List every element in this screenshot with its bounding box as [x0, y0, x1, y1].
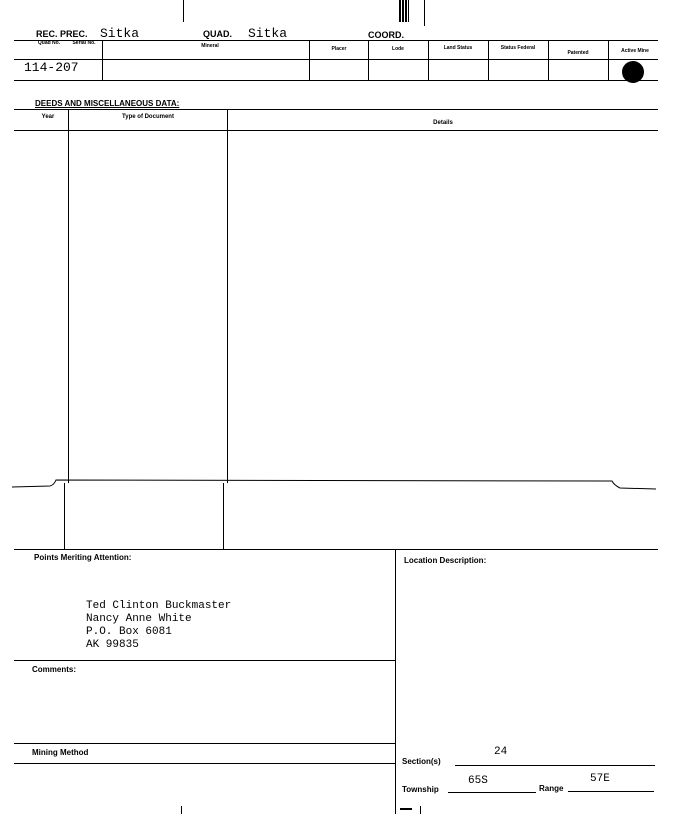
- township-underline: [448, 792, 536, 793]
- mining-method-label: Mining Method: [32, 748, 89, 757]
- cropped-mark: [420, 806, 424, 814]
- township-label: Township: [402, 785, 439, 794]
- binder-mark: [181, 806, 182, 814]
- cropped-mark: [400, 808, 412, 810]
- column-divider: [428, 40, 429, 80]
- quad-label: QUAD.: [203, 29, 232, 39]
- deeds-rule: [14, 130, 658, 131]
- coord-label: COORD.: [368, 30, 404, 40]
- section-rule: [14, 660, 395, 661]
- section-underline: [455, 765, 655, 766]
- col-status-federal: Status Federal: [500, 45, 536, 51]
- header-rule: [14, 40, 658, 41]
- owner-address: [86, 600, 231, 652]
- header-rule: [14, 80, 658, 81]
- range-value: 57E: [590, 773, 610, 785]
- deeds-title: DEEDS AND MISCELLANEOUS DATA:: [35, 99, 180, 108]
- address-line: Ted Clinton Buckmaster: [86, 600, 232, 612]
- section-rule: [14, 763, 395, 764]
- col-lode: Lode: [392, 46, 404, 52]
- col-mineral: Mineral: [201, 43, 219, 49]
- col-year: Year: [41, 114, 55, 120]
- deeds-divider: [68, 109, 69, 483]
- col-patented: Patented: [567, 50, 589, 56]
- deeds-divider: [64, 483, 65, 549]
- deeds-rule: [14, 109, 658, 110]
- column-divider: [488, 40, 489, 80]
- col-type-of-document: Type of Document: [122, 114, 174, 120]
- section-rule: [14, 743, 395, 744]
- col-serial-no: Serial No.: [72, 40, 96, 46]
- section-label: Section(s): [402, 757, 441, 766]
- column-divider: [608, 40, 609, 80]
- barcode-mark: [399, 0, 409, 22]
- range-label: Range: [539, 784, 564, 793]
- col-quad-no: Quad No.: [37, 40, 61, 46]
- header-rule: [14, 59, 658, 60]
- column-divider: [309, 40, 310, 80]
- quad-value: Sitka: [248, 26, 288, 41]
- column-divider: [102, 40, 103, 80]
- hole-punch-icon: [622, 61, 644, 83]
- township-value: 65S: [468, 775, 488, 787]
- col-land-status: Land Status: [443, 45, 473, 51]
- col-placer: Placer: [331, 46, 347, 52]
- rec-prec-value: Sitka: [100, 26, 140, 41]
- comments-label: Comments:: [32, 665, 77, 674]
- location-label: Location Description:: [404, 556, 487, 565]
- section-rule: [14, 549, 658, 550]
- column-divider: [368, 40, 369, 80]
- deeds-divider: [223, 483, 224, 549]
- section-divider: [395, 549, 396, 814]
- address-line: P.O. Box 6081: [86, 626, 172, 638]
- points-label: Points Meriting Attention:: [34, 553, 132, 562]
- address-line: Nancy Anne White: [86, 613, 192, 625]
- col-active: Active Mine: [621, 48, 649, 54]
- binder-mark: [183, 0, 184, 22]
- rec-prec-label: REC. PREC.: [36, 29, 88, 39]
- section-value: 24: [494, 746, 508, 758]
- binder-mark: [424, 0, 425, 26]
- quad-serial-value: 114-207: [24, 60, 79, 75]
- page-seam: [0, 474, 678, 498]
- deeds-divider: [227, 109, 228, 483]
- address-line: AK 99835: [86, 639, 139, 651]
- column-divider: [548, 40, 549, 80]
- col-details: Details: [433, 120, 453, 126]
- range-underline: [568, 791, 654, 792]
